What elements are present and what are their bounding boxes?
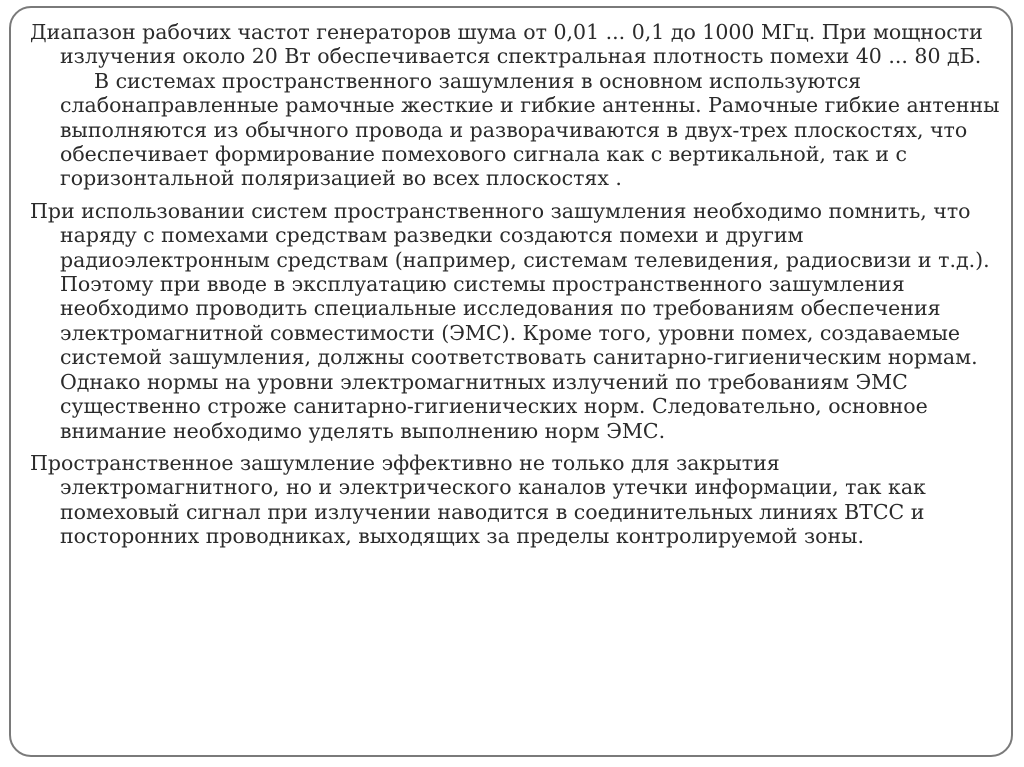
paragraph-noise-generators-text-a: Диапазон рабочих частот генераторов шума от 0,01 ... 0,1 до 1000 МГц. При мощности излучения около 20 Вт обеспечивается спектральная плотность помехи 40 ... 80 дБ.	[30, 20, 983, 69]
paragraph-noise-generators	[30, 20, 1000, 191]
paragraph-leakage-channels: Пространственное зашумление эффективно не только для закрытия электромагнитного, но и электрического каналов утечки информации, так как помеховый сигнал при излучении наводится в соединительных линиях ВТСС и посторонних проводниках, выходящих за пределы контролируемой зоны.	[30, 450, 926, 549]
paragraph-noise-generators-text-b: В системах пространственного зашумления в основном используются слабонаправленные рамочные жесткие и гибкие антенны. Рамочные гибкие антенны выполняются из обычного провода и разворачиваются в двух-трех плоскостях, что обеспечивает формирование помехового сигнала как с вертикальной, так и с горизонтальной поляризацией во всех плоскостях .	[60, 68, 1000, 191]
paragraph-emc-requirements: При использовании систем пространственного зашумления необходимо помнить, что наряду с помехами средствам разведки создаются помехи и другим радиоэлектронным средствам (например, системам телевидения, радиосвизи и т.д.). Поэтому при вводе в эксплуатацию системы пространственного зашумления необходимо проводить специальные исследования по требованиям обеспечения электромагнитной совместимости (ЭМС). Кроме того, уровни помех, создаваемые системой зашумления, должны соответствовать санитарно-гигиеническим нормам. Однако нормы на уровни электромагнитных излучений по требованиям ЭМС существенно строже санитарно-гигиенических норм. Следовательно, основное внимание необходимо уделять выполнению норм ЭМС.	[30, 198, 990, 443]
slide-body	[30, 20, 1000, 557]
